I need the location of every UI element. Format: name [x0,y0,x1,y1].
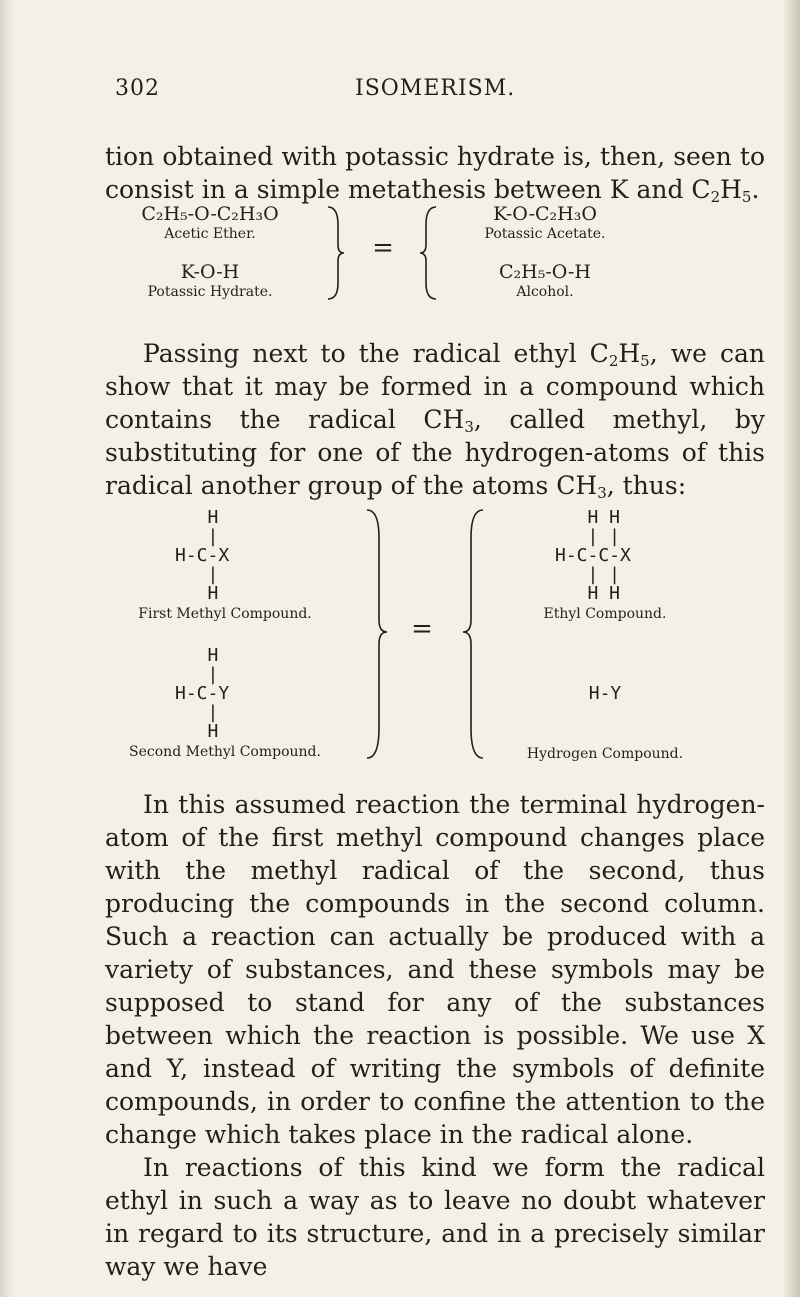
paragraph-2: Passing next to the radical ethyl $C_2H_5$, we can show that it may be formed in a compound which contains the radical $CH_3$, called methyl, by substituting for one of the hydrogen-atoms of this radical another group of the atoms $CH_3$, thus: [105,339,766,502]
right-brace [461,508,485,760]
page-edge-right [782,0,800,1297]
paragraph-4: In reactions of this kind we form the radical ethyl in such a way as to leave no doubt whatever in regard to its structure, and in a precisely similar way we have [105,1153,765,1281]
left-brace [326,205,346,301]
acetic-ether: C₂H₅-O-C₂H₃O Acetic Ether. [141,203,279,242]
paragraph-3: In this assumed reaction the terminal hydrogen-atom of the first methyl compound changes place with the methyl radical of the second, thus producing the compounds in the second column. Such a reaction can actually be produced with a variety of substances, and these symbols may be supposed to stand for any of the substances between which the reaction is possible. We use X and Y, instead of writing the symbols of definite compounds, in order to confine the attention to the change which takes place in the radical alone. In reactions of this kind we form the radical ethyl in such a way as to leave no doubt whatever in regard to its structure, and in a precisely similar way we have [105,790,765,1281]
page-number: 302 [115,76,160,101]
page-edge-left [0,0,14,1297]
equals-sign: = [372,233,394,263]
potassic-acetate: K-O-C₂H₃O Potassic Acetate. [484,203,606,242]
equation-ethyl-formation [115,508,755,780]
first-methyl-compound: H | H-C-X | H First Methyl Compound. [138,507,312,622]
paragraph-1: tion obtained with potassic hydrate is, then, seen to consist in a simple metathesis between K and $C_2H_5$. [105,142,765,206]
page-header [115,76,715,112]
ethyl-compound: H H | | H-C-C-X | | H H Ethyl Compound. [543,507,667,622]
equals-sign: = [411,614,433,644]
potassic-hydrate: K-O-H Potassic Hydrate. [147,261,273,300]
second-methyl-compound: H | H-C-Y | H Second Methyl Compound. [129,645,321,760]
equation-metathesis [110,203,750,313]
right-brace [418,205,438,301]
alcohol: C₂H₅-O-H Alcohol. [498,261,592,300]
hydrogen-compound: H-Y Hydrogen Compound. [526,683,684,762]
left-brace [365,508,389,760]
running-title: ISOMERISM. [355,76,516,101]
